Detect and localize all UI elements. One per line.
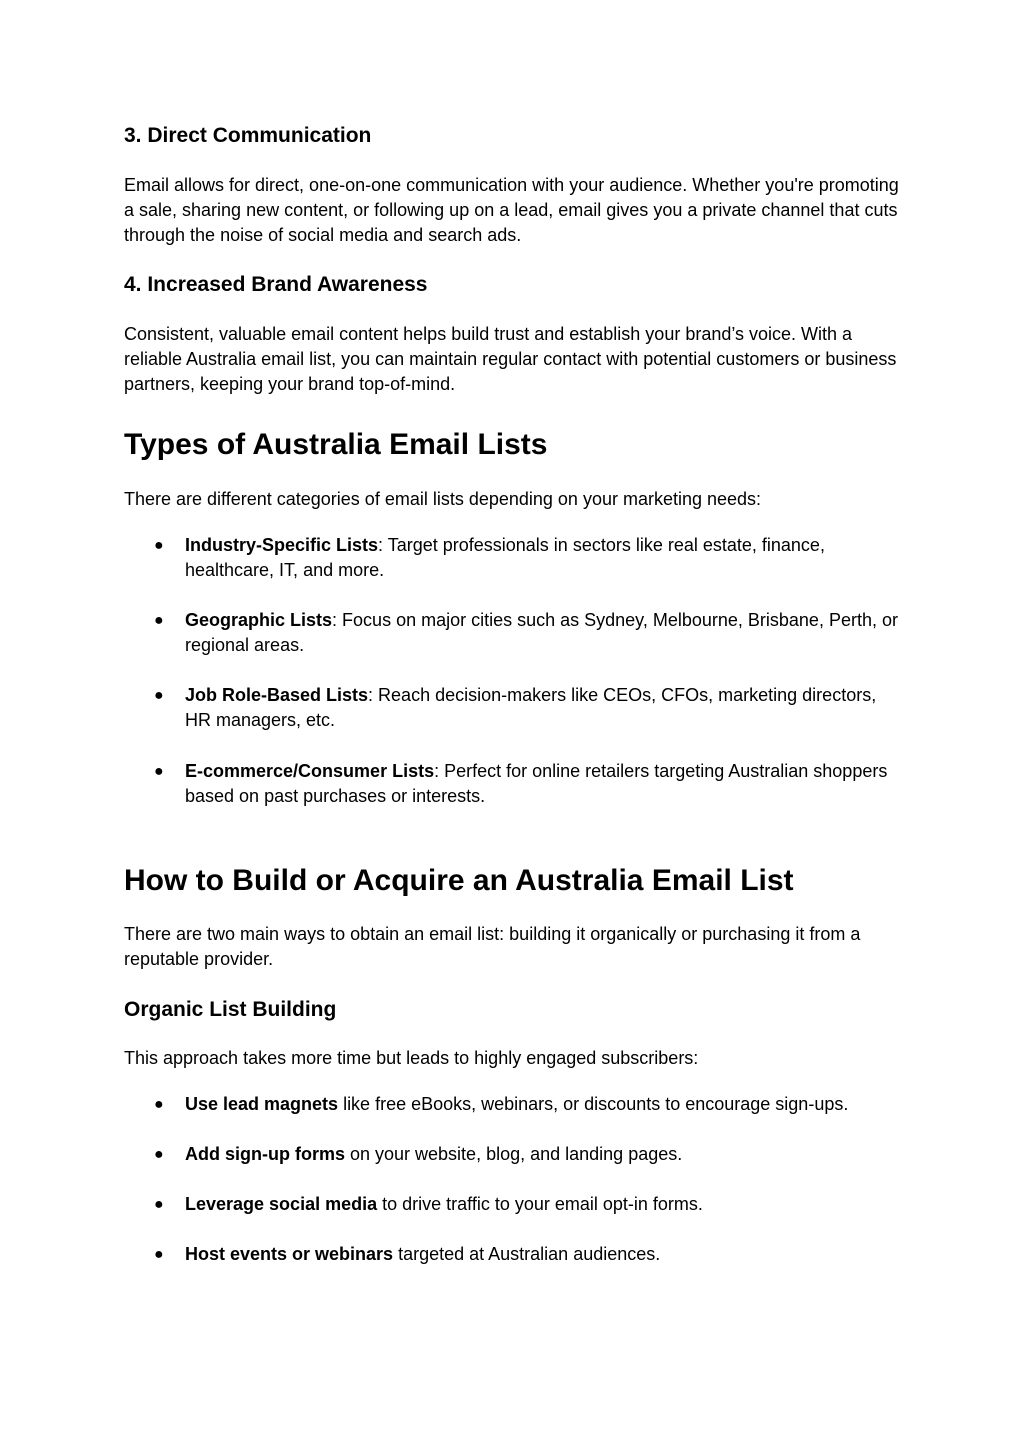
bullet-icon: ● <box>154 687 164 704</box>
bullet-icon: ● <box>154 763 164 780</box>
list-item: ● E-commerce/Consumer Lists: Perfect for online retailers targeting Australian shoppers based on past purchases or interests. <box>154 761 888 806</box>
bullet-icon: ● <box>154 1096 164 1113</box>
bullet-icon: ● <box>154 1196 164 1213</box>
list-item: ● Host events or webinars targeted at Australian audiences. <box>124 1242 904 1267</box>
list-item: ● Use lead magnets like free eBooks, webinars, or discounts to encourage sign-ups. <box>124 1092 904 1117</box>
list-types <box>124 533 904 809</box>
paragraph-brand-awareness: Consistent, valuable email content helps build trust and establish your brand’s voice. With a reliable Australia email list, you can maintain regular contact with potential customers or business partners, keeping your brand top-of-mind. <box>124 324 897 394</box>
paragraph-types-intro: There are different categories of email lists depending on your marketing needs: <box>124 489 762 509</box>
list-item: ● Industry-Specific Lists: Target professionals in sectors like real estate, finance, healthcare, IT, and more. <box>154 535 825 580</box>
list-item: ● Geographic Lists: Focus on major cities such as Sydney, Melbourne, Brisbane, Perth, or regional areas. <box>154 610 898 655</box>
bullet-icon: ● <box>154 1246 164 1263</box>
section-heading-organic: Organic List Building <box>124 998 337 1021</box>
list-item: ● Leverage social media to drive traffic to your email opt-in forms. <box>124 1192 904 1217</box>
heading-types-of-lists: Types of Australia Email Lists <box>124 428 548 461</box>
section-heading-brand-awareness: 4. Increased Brand Awareness <box>124 273 428 296</box>
list-item: ● Job Role-Based Lists: Reach decision-makers like CEOs, CFOs, marketing directors, HR managers, etc. <box>154 685 877 730</box>
paragraph-organic-intro: This approach takes more time but leads to highly engaged subscribers: <box>124 1048 699 1068</box>
list-item: ● Add sign-up forms on your website, blog, and landing pages. <box>124 1142 904 1167</box>
list-organic <box>124 1092 904 1267</box>
paragraph-build-intro: There are two main ways to obtain an email list: building it organically or purchasing it from a reputable provider. <box>124 924 861 969</box>
heading-build-acquire: How to Build or Acquire an Australia Email List <box>124 864 794 897</box>
paragraph-direct-communication: Email allows for direct, one-on-one communication with your audience. Whether you're promoting a sale, sharing new content, or following up on a lead, email gives you a private channel that cuts through the noise of social media and search ads. <box>124 175 899 245</box>
bullet-icon: ● <box>154 612 164 629</box>
section-heading-direct-communication: 3. Direct Communication <box>124 124 372 147</box>
bullet-icon: ● <box>154 537 164 554</box>
bullet-icon: ● <box>154 1146 164 1163</box>
